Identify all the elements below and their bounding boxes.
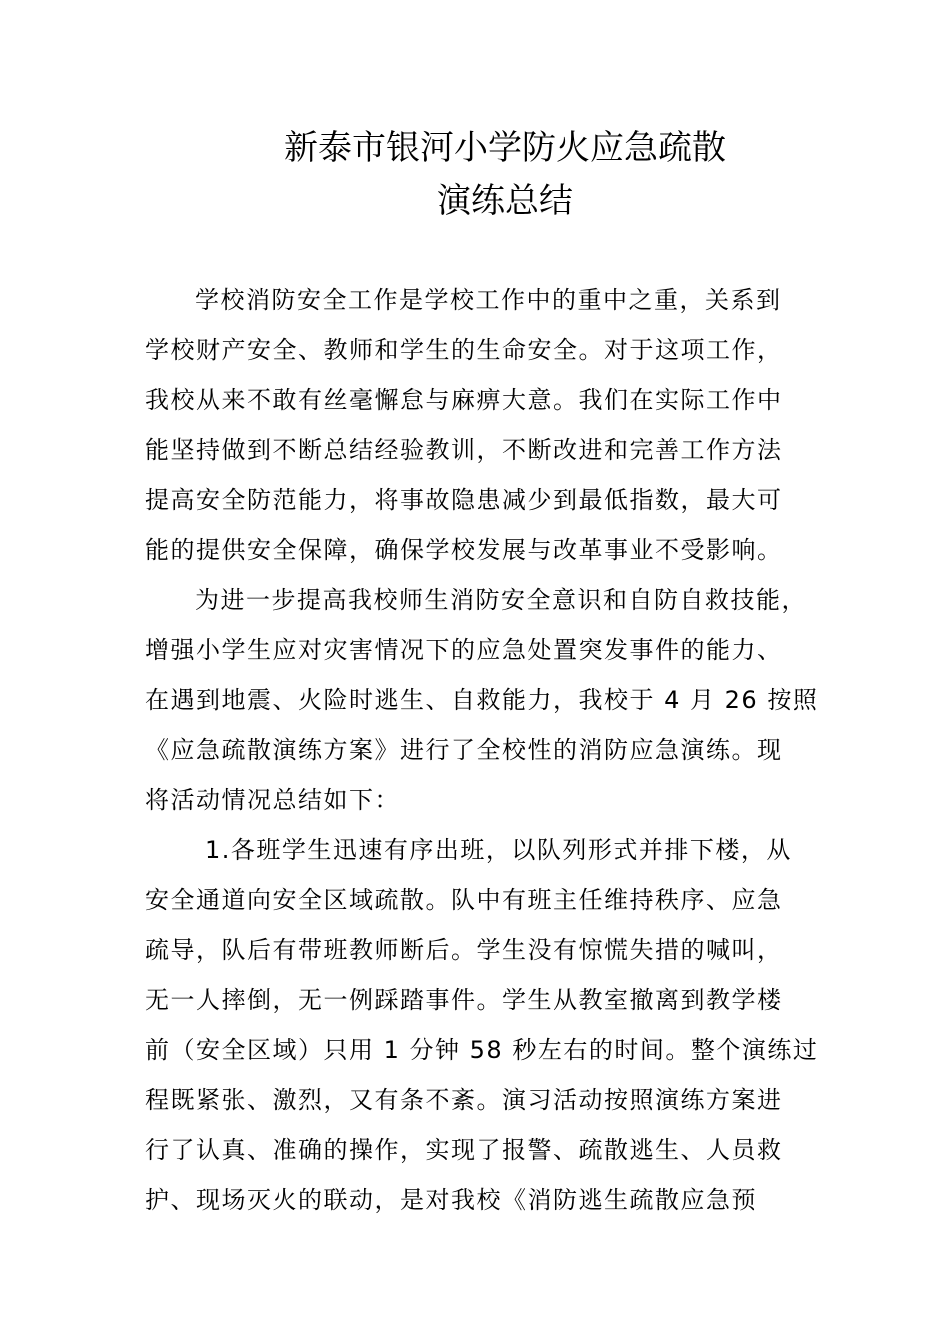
paragraph-line: 安全通道向安全区域疏散。队中有班主任维持秩序、应急 <box>145 886 783 914</box>
paragraph-line: 前（安全区域）只用 1 分钟 58 秒左右的时间。整个演练过 <box>145 1036 819 1064</box>
paragraph-line: 将活动情况总结如下： <box>145 786 400 814</box>
document-body <box>145 280 825 1230</box>
paragraph-line: 学校财产安全、教师和学生的生命安全。对于这项工作， <box>145 336 783 364</box>
paragraph-line: 《应急疏散演练方案》进行了全校性的消防应急演练。现 <box>145 736 783 764</box>
paragraph-line: 为进一步提高我校师生消防安全意识和自防自救技能， <box>195 586 807 614</box>
paragraph-line: 能的提供安全保障，确保学校发展与改革事业不受影响。 <box>145 536 783 564</box>
paragraph-line: 1.各班学生迅速有序出班，以队列形式并排下楼，从 <box>205 836 792 864</box>
paragraph-line: 行了认真、准确的操作，实现了报警、疏散逃生、人员救 <box>145 1136 783 1164</box>
paragraph-line: 我校从来不敢有丝毫懈怠与麻痹大意。我们在实际工作中 <box>145 386 783 414</box>
paragraph-line: 学校消防安全工作是学校工作中的重中之重，关系到 <box>195 286 782 314</box>
paragraph-line: 护、现场灭火的联动，是对我校《消防逃生疏散应急预 <box>145 1186 757 1214</box>
paragraph-line: 增强小学生应对灾害情况下的应急处置突发事件的能力、 <box>145 636 783 664</box>
paragraph-line: 程既紧张、激烈，又有条不紊。演习活动按照演练方案进 <box>145 1086 783 1114</box>
paragraph-line: 提高安全防范能力，将事故隐患减少到最低指数，最大可 <box>145 486 783 514</box>
paragraph-line: 疏导，队后有带班教师断后。学生没有惊慌失措的喊叫， <box>145 936 783 964</box>
paragraph-line: 无一人摔倒，无一例踩踏事件。学生从教室撤离到教学楼 <box>145 986 783 1014</box>
paragraph-line: 在遇到地震、火险时逃生、自救能力，我校于 4 月 26 按照 <box>145 686 819 714</box>
document-title-line-2: 演练总结 <box>437 181 573 221</box>
document-title-line-1: 新泰市银河小学防火应急疏散 <box>284 128 726 168</box>
paragraph-line: 能坚持做到不断总结经验教训，不断改进和完善工作方法 <box>145 436 783 464</box>
